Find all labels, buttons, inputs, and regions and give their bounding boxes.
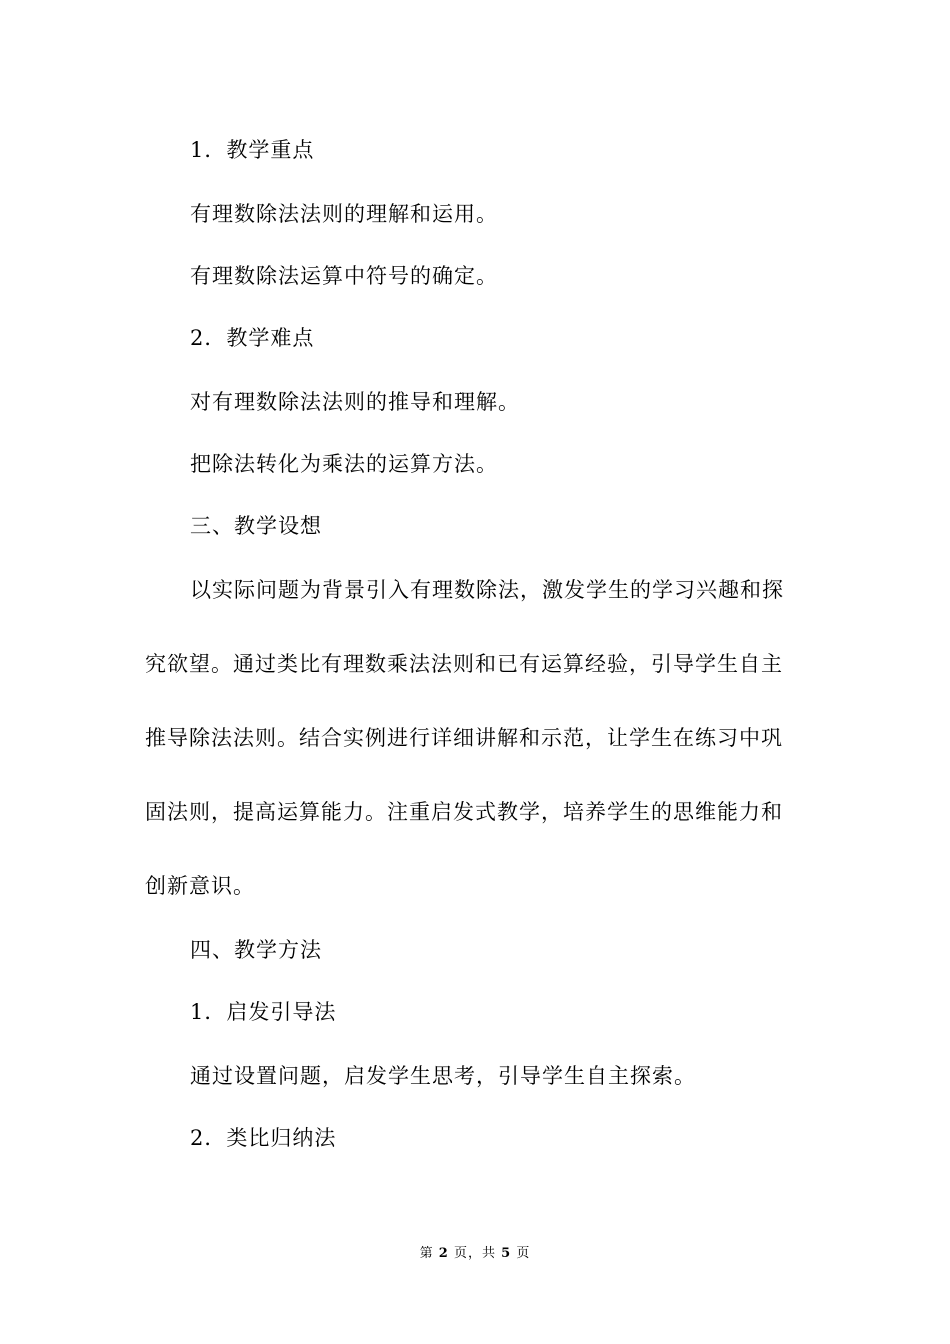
heading-teaching-focus: 1．教学重点 bbox=[190, 138, 315, 162]
heading-analogy-method: 2．类比归纳法 bbox=[190, 1126, 337, 1150]
paragraph-line: 究欲望。通过类比有理数乘法法则和已有运算经验，引导学生自主 bbox=[145, 652, 783, 676]
total-page-number: 5 bbox=[501, 1246, 512, 1261]
paragraph-line: 固法则，提高运算能力。注重启发式教学，培养学生的思维能力和 bbox=[145, 800, 783, 824]
paragraph-line: 有理数除法运算中符号的确定。 bbox=[190, 264, 498, 288]
paragraph-line: 创新意识。 bbox=[145, 874, 255, 898]
section-heading-teaching-methods: 四、教学方法 bbox=[190, 938, 322, 962]
paragraph-line: 推导除法法则。结合实例进行详细讲解和示范，让学生在练习中巩 bbox=[145, 726, 783, 750]
current-page-number: 2 bbox=[438, 1246, 449, 1261]
heading-teaching-difficulty: 2．教学难点 bbox=[190, 326, 315, 350]
footer-prefix: 第 bbox=[419, 1246, 434, 1261]
footer-middle: 页，共 bbox=[453, 1246, 496, 1261]
section-heading-teaching-concept: 三、教学设想 bbox=[190, 514, 322, 538]
paragraph-line: 把除法转化为乘法的运算方法。 bbox=[190, 452, 498, 476]
footer-suffix: 页 bbox=[516, 1246, 531, 1261]
paragraph-line: 通过设置问题，启发学生思考，引导学生自主探索。 bbox=[190, 1064, 696, 1088]
heading-inspiration-method: 1．启发引导法 bbox=[190, 1000, 337, 1024]
page-footer bbox=[0, 1245, 950, 1263]
paragraph-line: 以实际问题为背景引入有理数除法，激发学生的学习兴趣和探 bbox=[190, 578, 784, 602]
paragraph-line: 对有理数除法法则的推导和理解。 bbox=[190, 390, 520, 414]
paragraph-line: 有理数除法法则的理解和运用。 bbox=[190, 202, 498, 226]
